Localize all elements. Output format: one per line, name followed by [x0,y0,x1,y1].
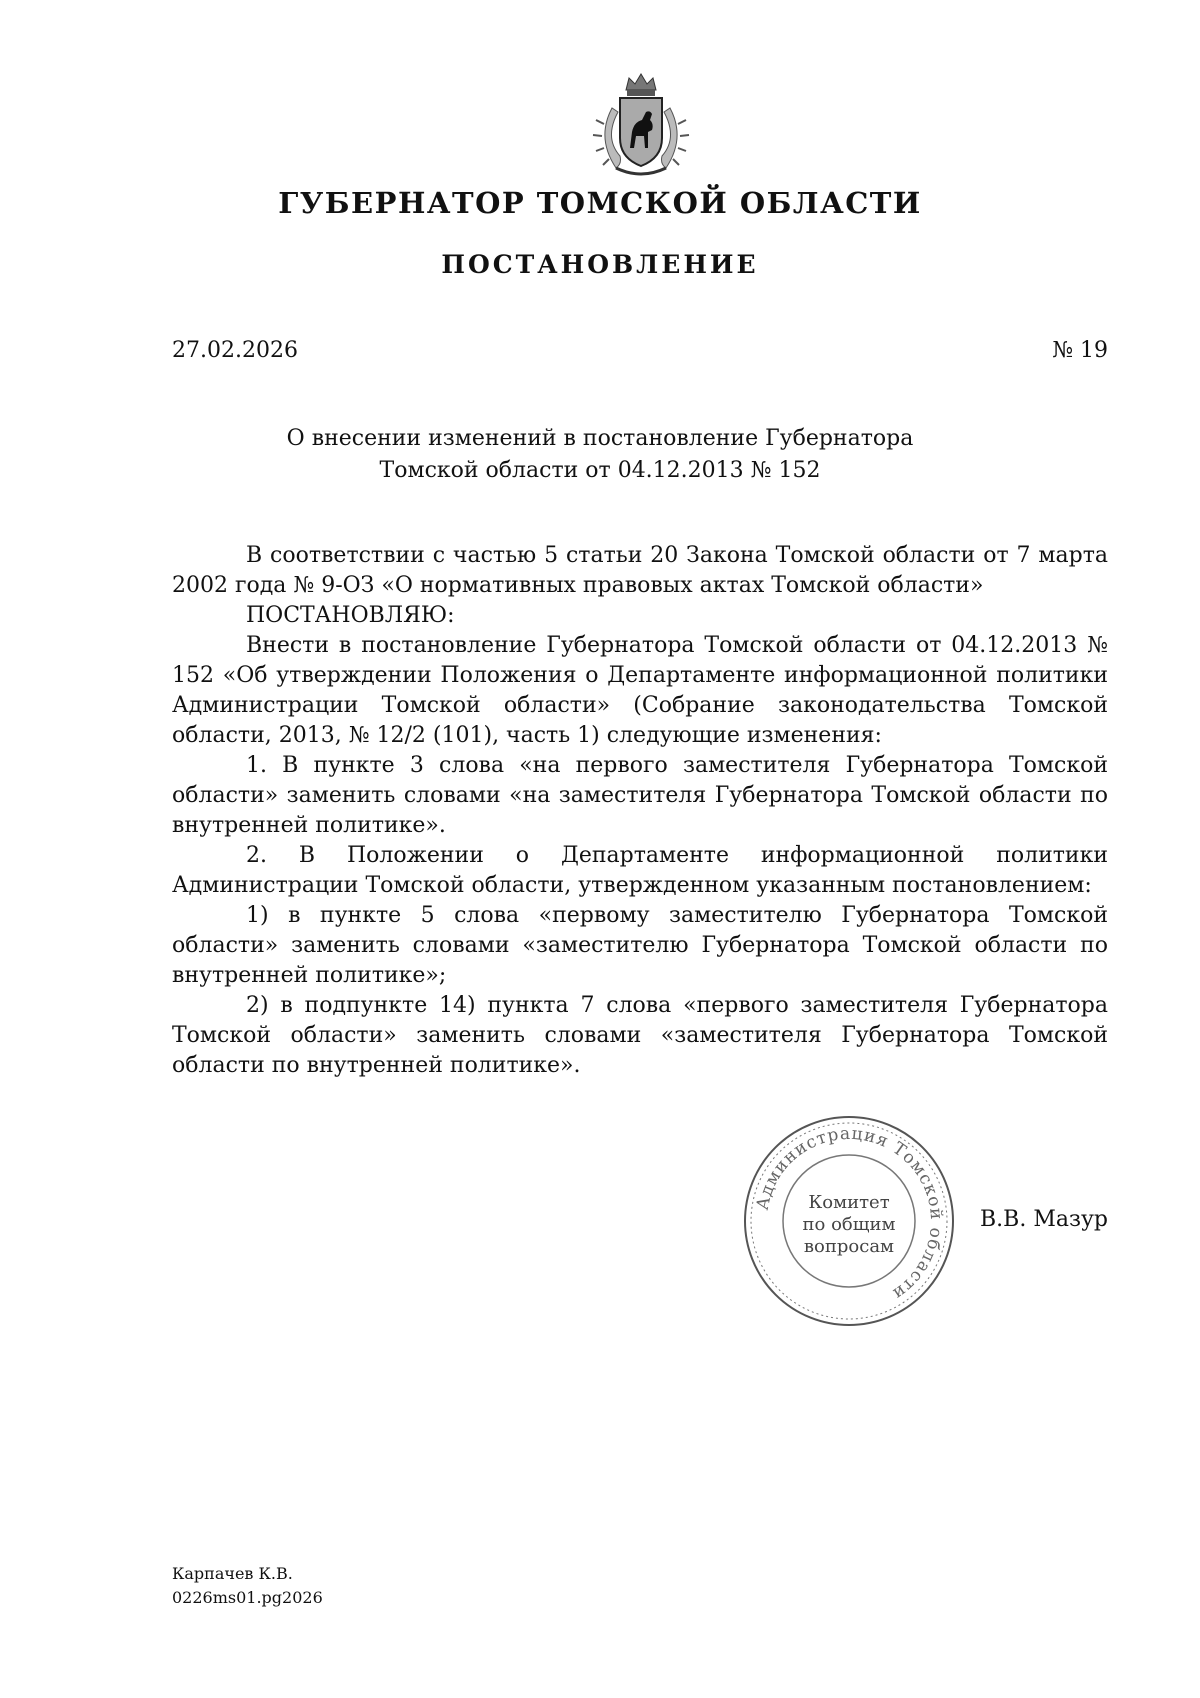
coat-of-arms-icon [582,68,700,180]
signer-name: В.В. Мазур [980,1207,1108,1232]
subject-line: О внесении изменений в постановление Губернатора [286,426,914,451]
footer [172,1562,323,1610]
document-number: № 19 [1052,338,1108,363]
paragraph-amendment-intro: Внести в постановление Губернатора Томской области от 04.12.2013 № 152 «Об утверждении Положения о Департаменте информационной политики Администрации Томской области» (Собрание законодательства Томской области, 2013, № 12/2 (101), часть 1) следующие изменения: [172,633,1108,748]
paragraph-decree: ПОСТАНОВЛЯЮ: [246,603,455,628]
stamp-center-line: вопросам [803,1236,895,1257]
stamp-center-line: по общим [802,1214,896,1235]
organization-title: ГУБЕРНАТОР ТОМСКОЙ ОБЛАСТИ [278,186,922,220]
subject-line: Томской области от 04.12.2013 № 152 [379,458,821,483]
paragraph-subitem-2: 2) в подпункте 14) пункта 7 слова «первого заместителя Губернатора Томской области» заменить словами «заместителя Губернатора Томской области по внутренней политике». [172,993,1108,1078]
paragraph-item-1: 1. В пункте 3 слова «на первого заместителя Губернатора Томской области» заменить словами «на заместителя Губернатора Томской области по внутренней политике». [172,753,1108,838]
paragraph-preamble: В соответствии с частью 5 статьи 20 Закона Томской области от 7 марта 2002 года № 9-ОЗ «О нормативных правовых актах Томской области» [172,543,1108,598]
file-code: 0226ms01.pg2026 [172,1588,323,1607]
stamp-ring-text: Администрация Томской области [752,1123,947,1305]
paragraph-item-2: 2. В Положении о Департаменте информационной политики Администрации Томской области, утвержденном указанным постановлением: [172,843,1108,898]
stamp-center-line: Комитет [808,1192,890,1213]
document-subject [0,423,1200,487]
official-stamp [738,1110,960,1332]
document-date: 27.02.2026 [172,338,298,363]
paragraph-subitem-1: 1) в пункте 5 слова «первому заместителю Губернатора Томской области» заменить словами «заместителю Губернатора Томской области по внутренней политике»; [172,903,1108,988]
document-body [172,541,1108,1081]
document-type: ПОСТАНОВЛЕНИЕ [441,250,759,279]
executor-name: Карпачев К.В. [172,1564,293,1583]
